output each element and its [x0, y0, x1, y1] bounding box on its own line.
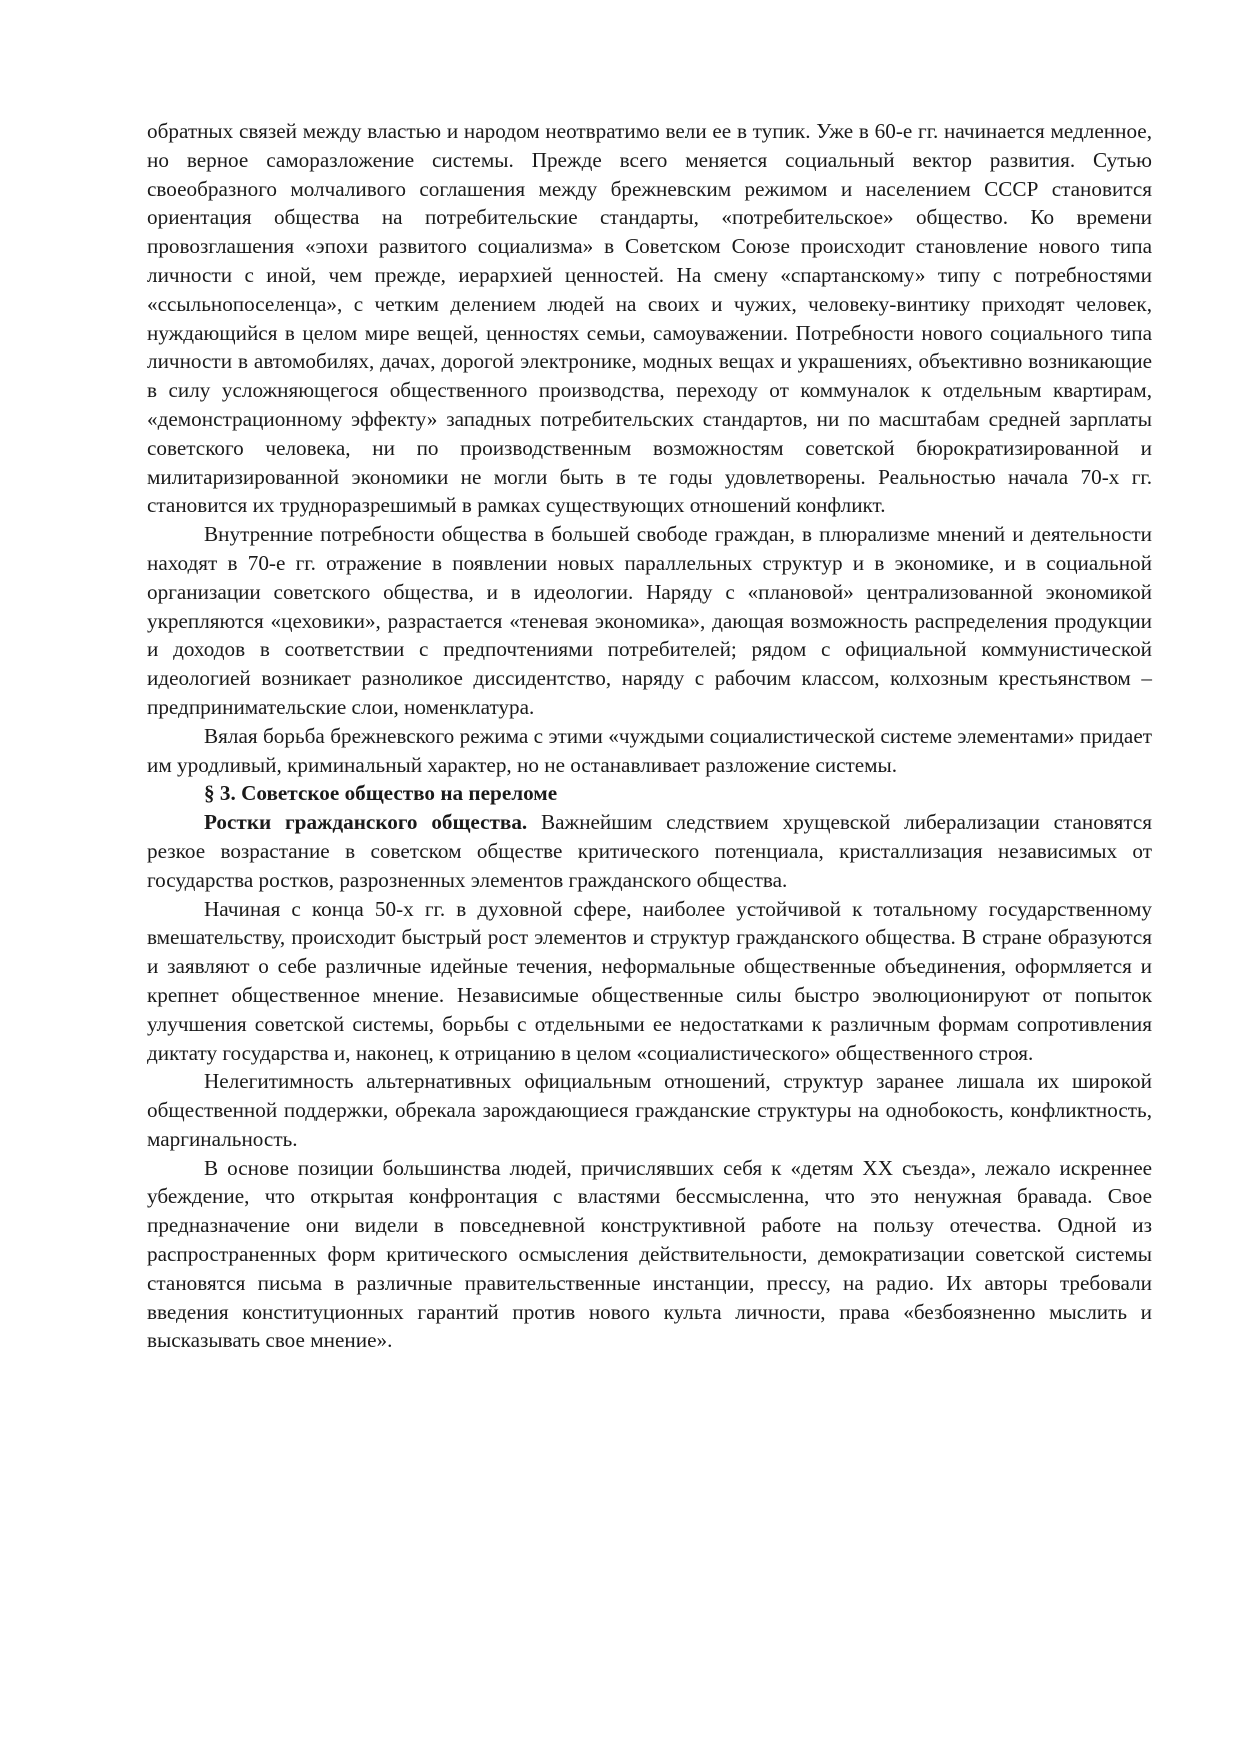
document-page [147, 117, 1152, 1355]
paragraph-lead-title: Ростки гражданского общества. [204, 810, 528, 835]
section-heading: § 3. Советское общество на переломе [204, 781, 558, 806]
paragraph-brezhnev-struggle: Вялая борьба брежневского режима с этими «чуждыми социалистической системе элементами» придает им уродливый, криминальный характер, но не останавливает разложение системы. [147, 723, 1152, 777]
paragraph-consumer-society: обратных связей между властью и народом неотвратимо вели ее в тупик. Уже в 60-е гг. начинается медленное, но верное саморазложение системы. Прежде всего меняется социальный вектор развития. Сутью своеобразного молчаливого соглашения между брежневским режимом и населением СССР становится ориентация общества на потребительские стандарты, «потребительское» общество. Ко времени провозглашения «эпохи развитого социализма» в Советском Союзе происходит становление нового типа личности с иной, чем прежде, иерархией ценностей. На смену «спартанскому» типу с потребностями «ссыльнопоселенца», с четким делением людей на своих и чужих, человеку-винтику приходят человек, нуждающийся в целом мире вещей, ценностях семьи, самоуважении. Потребности нового социального типа личности в автомобилях, дачах, дорогой электронике, модных вещах и украшениях, объективно возникающие в силу усложняющегося общественного производства, переходу от коммуналок к отдельным квартирам, «демонстрационному эффекту» западных потребительских стандартов, ни по масштабам средней зарплаты советского человека, ни по производственным возможностям советской бюрократизированной и милитаризированной экономики не могли быть в те годы удовлетворены. Реальностью начала 70-х гг. становится их трудноразрешимый в рамках существующих отношений конфликт. [147, 119, 1152, 518]
paragraph-lead-body: Важнейшим следствием хрущевской либерализации становятся резкое возрастание в советском обществе критического потенциала, кристаллизация независимых от государства ростков, разрозненных элементов гражданского общества. [147, 810, 1152, 892]
paragraph-illegitimacy: Нелегитимность альтернативных официальным отношений, структур заранее лишала их широкой общественной поддержки, обрекала зарождающиеся гражданские структуры на однобокость, конфликтность, маргинальность. [147, 1069, 1152, 1151]
paragraph-children-of-xx-congress: В основе позиции большинства людей, причислявших себя к «детям XX съезда», лежало искреннее убеждение, что открытая конфронтация с властями бессмысленна, что это ненужная бравада. Свое предназначение они видели в повседневной конструктивной работе на пользу отечества. Одной из распространенных форм критического осмысления действительности, демократизации советской системы становятся письма в различные правительственные инстанции, прессу, на радио. Их авторы требовали введения конституционных гарантий против нового культа личности, права «безбоязненно мыслить и высказывать свое мнение». [147, 1155, 1152, 1353]
paragraph-parallel-structures: Внутренние потребности общества в большей свободе граждан, в плюрализме мнений и деятельности находят в 70-е гг. отражение в появлении новых параллельных структур и в экономике, и в социальной организации советского общества, и в идеологии. Наряду с «плановой» централизованной экономикой укрепляются «цеховики», разрастается «теневая экономика», дающая возможность распределения продукции и доходов в соответствии с предпочтениями потребителей; рядом с официальной коммунистической идеологией возникает разноликое диссидентство, наряду с рабочим классом, колхозным крестьянством – предпринимательские слои, номенклатура. [147, 522, 1152, 719]
paragraph-civil-society-sprouts [147, 808, 1152, 894]
paragraph-spiritual-sphere: Начиная с конца 50-х гг. в духовной сфере, наиболее устойчивой к тотальному государственному вмешательству, происходит быстрый рост элементов и структур гражданского общества. В стране образуются и заявляют о себе различные идейные течения, неформальные общественные объединения, оформляется и крепнет общественное мнение. Независимые общественные силы быстро эволюционируют от попыток улучшения советской системы, борьбы с отдельными ее недостатками к различным формам сопротивления диктату государства и, наконец, к отрицанию в целом «социалистического» общественного строя. [147, 896, 1152, 1065]
